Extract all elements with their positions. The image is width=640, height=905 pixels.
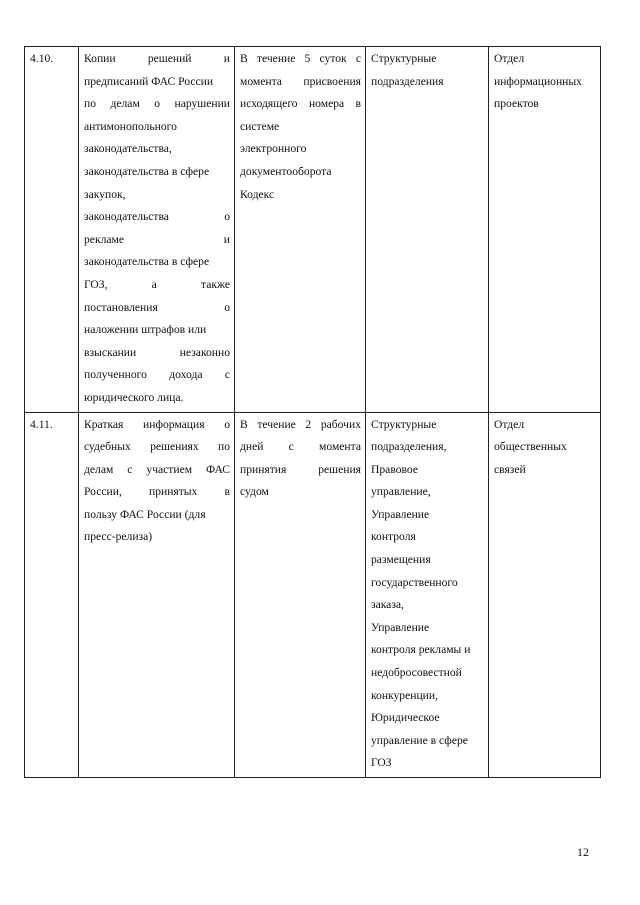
- description-line: судебных решениях по: [84, 440, 230, 454]
- publisher-line: проектов: [494, 97, 539, 111]
- responsible-cell: [366, 47, 489, 413]
- description-line: постановления о: [84, 300, 230, 314]
- description-line: ГОЗ, а также: [84, 277, 230, 291]
- document-table: [24, 46, 601, 778]
- description-line: рекламе и: [84, 232, 230, 246]
- publisher-cell: [489, 412, 601, 778]
- description-line: взыскании незаконно: [84, 345, 230, 359]
- term-cell: [235, 47, 366, 413]
- term-line: системе: [240, 119, 280, 133]
- description-line: по делам о нарушении: [84, 97, 230, 111]
- term-line: В течение 5 суток с: [240, 52, 361, 65]
- description-line: законодательства о: [84, 210, 230, 224]
- term-line: момента присвоения: [240, 74, 361, 88]
- description-cell: [79, 412, 235, 778]
- responsible-line: подразделения,: [371, 440, 447, 454]
- term-line: В течение 2 рабочих: [240, 417, 361, 431]
- item-number: 4.11.: [30, 417, 53, 431]
- publisher-line: Отдел: [494, 417, 525, 431]
- description-line: Краткая информация о: [84, 417, 230, 431]
- publisher-line: Отдел: [494, 52, 525, 65]
- responsible-line: управление,: [371, 485, 431, 499]
- term-line: судом: [240, 485, 269, 499]
- term-cell: [235, 412, 366, 778]
- table-row: [25, 47, 601, 413]
- description-line: пресс-релиза): [84, 530, 153, 544]
- description-line: предписаний ФАС России: [84, 74, 214, 88]
- description-line: делам с участием ФАС: [84, 462, 230, 476]
- responsible-line: заказа,: [371, 598, 404, 612]
- publisher-line: информационных: [494, 74, 582, 88]
- responsible-line: размещения: [371, 553, 431, 567]
- description-line: законодательства в сфере: [84, 255, 210, 269]
- responsible-line: Управление: [371, 620, 430, 634]
- table-row: [25, 412, 601, 778]
- responsible-line: контроля: [371, 530, 416, 544]
- item-number-cell: [25, 412, 79, 778]
- description-line: пользу ФАС России (для: [84, 507, 206, 521]
- responsible-line: недобросовестной: [371, 666, 462, 680]
- responsible-line: Структурные: [371, 417, 437, 431]
- description-line: наложении штрафов или: [84, 323, 207, 337]
- responsible-line: государственного: [371, 575, 458, 589]
- responsible-line: Правовое: [371, 462, 418, 476]
- description-cell: [79, 47, 235, 413]
- responsible-line: подразделения: [371, 74, 444, 88]
- description-line: законодательства в сфере: [84, 164, 210, 178]
- responsible-line: управление в сфере: [371, 733, 468, 747]
- item-number-cell: [25, 47, 79, 413]
- description-line: закупок,: [84, 187, 126, 201]
- term-line: принятия решения: [240, 462, 361, 476]
- term-line: Кодекс: [240, 187, 275, 201]
- term-line: документооборота: [240, 164, 332, 178]
- responsible-line: Структурные: [371, 52, 437, 65]
- responsible-line: конкуренции,: [371, 688, 438, 702]
- publisher-line: связей: [494, 462, 526, 476]
- description-line: России, принятых в: [84, 485, 230, 499]
- responsible-cell: [366, 412, 489, 778]
- responsible-line: Юридическое: [371, 711, 440, 725]
- description-line: законодательства,: [84, 142, 172, 156]
- term-line: дней с момента: [240, 440, 361, 454]
- responsible-line: Управление: [371, 507, 430, 521]
- page-number: 12: [577, 845, 589, 859]
- publisher-cell: [489, 47, 601, 413]
- description-line: полученного дохода с: [84, 368, 230, 382]
- term-line: исходящего номера в: [240, 97, 361, 111]
- responsible-line: контроля рекламы и: [371, 643, 471, 657]
- description-line: Копии решений и: [84, 52, 230, 65]
- description-line: антимонопольного: [84, 119, 177, 133]
- term-line: электронного: [240, 142, 307, 156]
- description-line: юридического лица.: [84, 390, 184, 404]
- responsible-line: ГОЗ: [371, 756, 392, 770]
- publisher-line: общественных: [494, 440, 567, 454]
- item-number: 4.10.: [30, 52, 54, 65]
